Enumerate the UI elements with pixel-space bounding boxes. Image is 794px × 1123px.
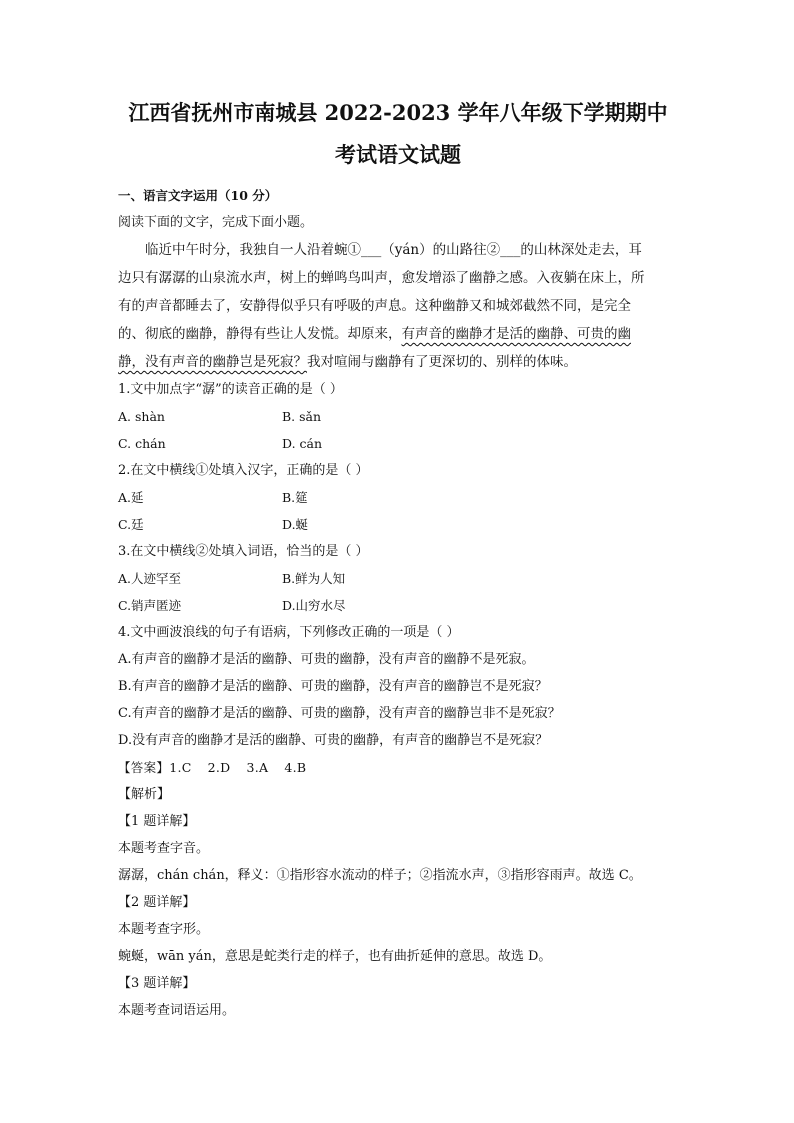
passage-part-2: 我对喧闹与幽静有了更深切的、别样的体味。 xyxy=(307,354,577,370)
analysis-label: 【解析】 xyxy=(118,787,171,802)
option-c: C.廷 xyxy=(118,517,144,532)
question-2-options-row-1 xyxy=(118,484,678,511)
answer-line xyxy=(118,754,678,781)
option-d: D.没有声音的幽静才是活的幽静、可贵的幽静，有声音的幽静岂不是死寂？ xyxy=(118,733,549,748)
document-title xyxy=(98,92,698,176)
question-3-options-row-2 xyxy=(118,592,678,619)
detail-1-line: 本题考查字音。 xyxy=(118,841,210,856)
answer-item: 3.A xyxy=(246,760,269,775)
option-b: B.筵 xyxy=(282,490,308,505)
title-line-2: 考试语文试题 xyxy=(335,142,461,167)
document-page xyxy=(118,92,678,1024)
instruction-text: 阅读下面的文字，完成下面小题。 xyxy=(118,215,314,230)
section-heading: 一、语言文字运用（10 分） xyxy=(118,188,278,203)
option-a: A. shàn xyxy=(118,409,165,424)
answer-item: 4.B xyxy=(284,760,307,775)
reading-passage xyxy=(118,236,653,376)
question-2-stem: 2.在文中横线①处填入汉字，正确的是（ ） xyxy=(118,463,369,478)
question-3-stem: 3.在文中横线②处填入词语，恰当的是（ ） xyxy=(118,544,369,559)
question-2-options-row-2 xyxy=(118,511,678,538)
option-a: A.有声音的幽静才是活的幽静、可贵的幽静，没有声音的幽静不是死寂。 xyxy=(118,652,535,667)
detail-2-line: 蜿蜒，wān yán，意思是蛇类行走的样子，也有曲折延伸的意思。故选 D。 xyxy=(118,949,552,964)
detail-2-line: 本题考查字形。 xyxy=(118,922,210,937)
question-1-options-row-1 xyxy=(118,403,678,430)
passage-part-1: 临近中午时分，我独自一人沿着蜿①___（yán）的山路往②___的山林深处走去，耳边只有潺潺的山泉流水声，树上的蝉鸣鸟叫声，愈发增添了幽静之感。入夜躺在床上，所有的声音都睡去了，安静得似乎只有呼吸的声息。这种幽静又和城郊截然不同，是完全的、彻底的幽静，静得有些让人发慌。却原来， xyxy=(118,242,645,342)
option-d: D.山穷水尽 xyxy=(282,598,346,613)
option-c: C.有声音的幽静才是活的幽静、可贵的幽静，没有声音的幽静岂非不是死寂？ xyxy=(118,706,561,721)
passage-wavy-sentence: 有声音的幽静才是活的幽静、可贵的幽静，没有声音的幽静岂是死寂？ xyxy=(118,326,631,370)
question-1-stem: 1.文中加点字“潺”的读音正确的是（ ） xyxy=(118,382,343,397)
option-d: D.蜒 xyxy=(282,517,309,532)
option-b: B. sǎn xyxy=(282,409,322,424)
detail-3-line: 本题考查词语运用。 xyxy=(118,1003,236,1018)
option-b: B.鲜为人知 xyxy=(282,571,346,586)
question-4-stem: 4.文中画波浪线的句子有语病，下列修改正确的一项是（ ） xyxy=(118,625,460,640)
option-c: C.销声匿迹 xyxy=(118,598,182,613)
option-b: B.有声音的幽静才是活的幽静、可贵的幽静，没有声音的幽静岂不是死寂？ xyxy=(118,679,548,694)
option-d: D. cán xyxy=(282,436,323,451)
detail-1-line: 潺潺，chán chán，释义：①指形容水流动的样子；②指流水声，③指形容雨声。故选 C。 xyxy=(118,868,642,883)
detail-3-heading: 【3 题详解】 xyxy=(118,976,196,991)
detail-1-heading: 【1 题详解】 xyxy=(118,814,196,829)
answer-label: 【答案】 xyxy=(118,760,170,775)
title-line-1: 江西省抚州市南城县 2022-2023 学年八年级下学期期中 xyxy=(128,100,668,125)
question-3-options-row-1 xyxy=(118,565,678,592)
question-1-options-row-2 xyxy=(118,430,678,457)
answer-item: 1.C xyxy=(169,760,192,775)
option-a: A.人迹罕至 xyxy=(118,571,182,586)
answer-item: 2.D xyxy=(207,760,231,775)
option-c: C. chán xyxy=(118,436,166,451)
detail-2-heading: 【2 题详解】 xyxy=(118,895,196,910)
option-a: A.延 xyxy=(118,490,144,505)
